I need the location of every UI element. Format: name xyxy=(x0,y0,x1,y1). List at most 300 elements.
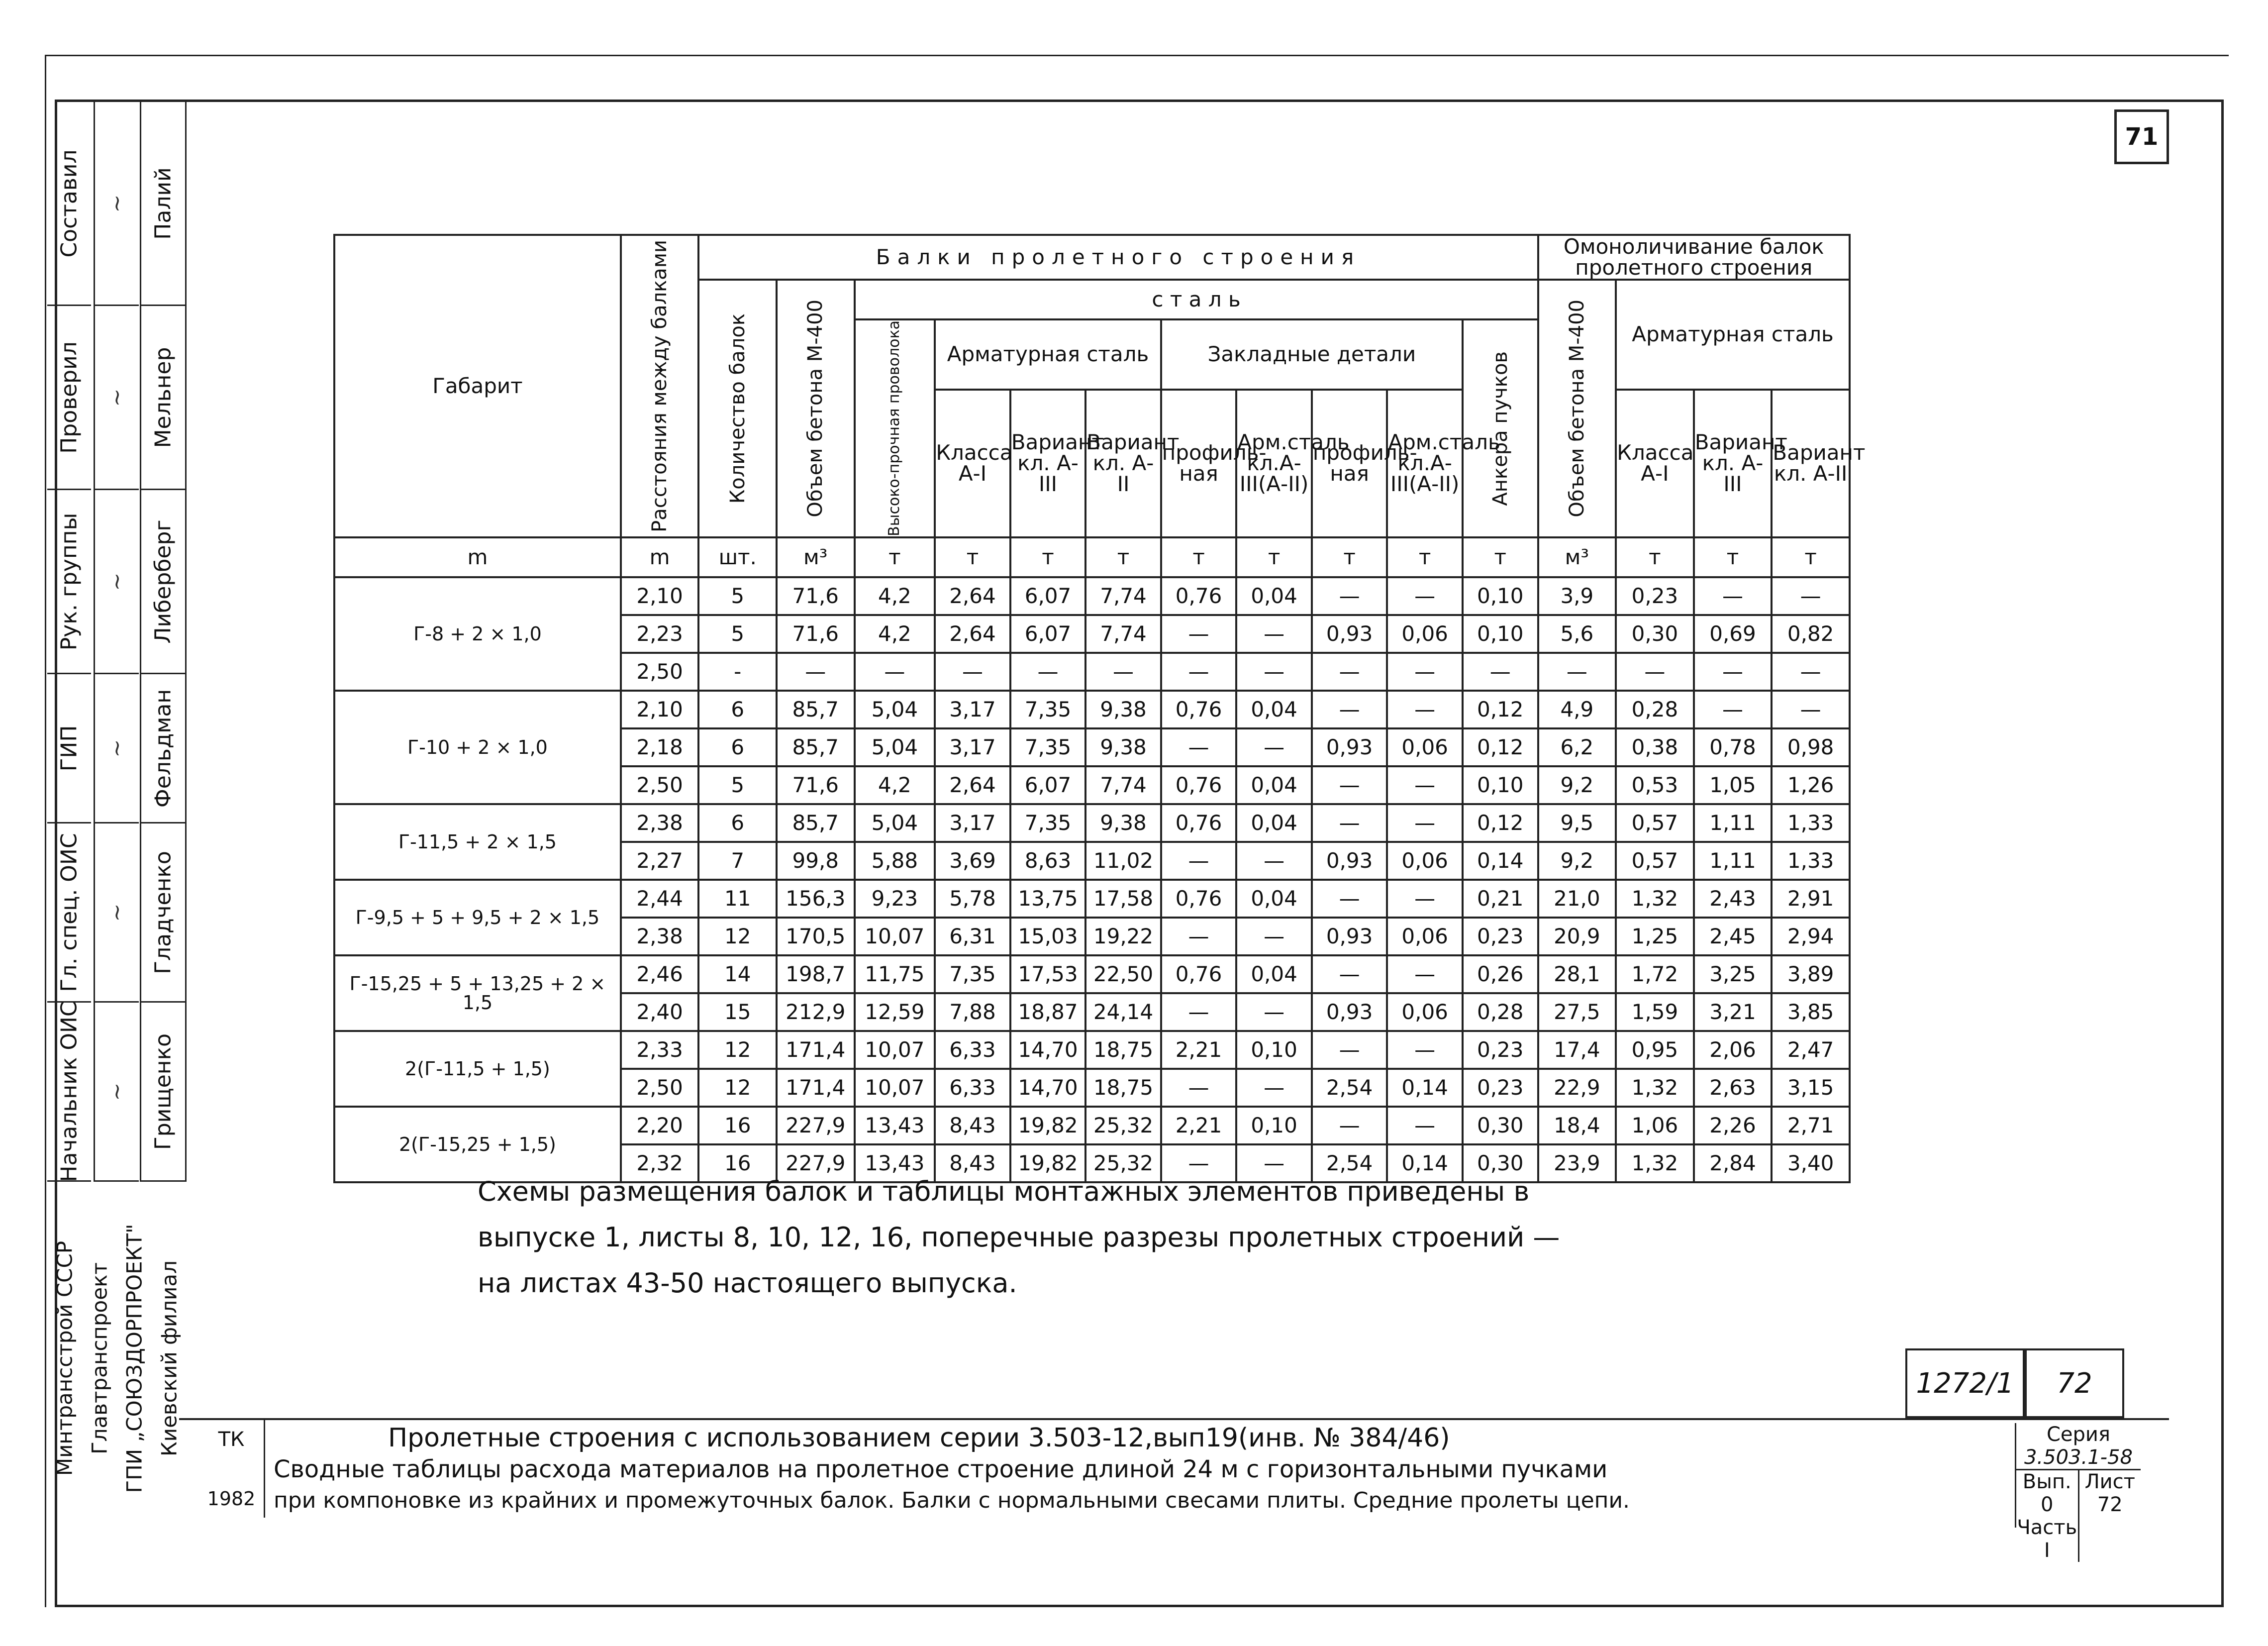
table-cell: 6,33 xyxy=(935,1031,1010,1069)
stamp-title: Составил xyxy=(56,149,82,258)
stamp-name: Фельдман xyxy=(150,689,176,808)
table-cell: 0,14 xyxy=(1463,842,1538,880)
table-cell: 16 xyxy=(698,1144,777,1182)
table-cell: 16 xyxy=(698,1107,777,1144)
table-cell: 0,38 xyxy=(1616,728,1694,766)
table-cell: 11,75 xyxy=(855,955,935,993)
table-cell: 9,5 xyxy=(1538,804,1616,842)
table-cell: 1,06 xyxy=(1616,1107,1694,1144)
organization-block xyxy=(47,1184,187,1533)
table-cell: 2,18 xyxy=(621,728,699,766)
table-cell: 0,30 xyxy=(1616,615,1694,653)
table-cell: 0,76 xyxy=(1161,880,1237,918)
table-cell: 0,98 xyxy=(1772,728,1850,766)
table-cell: 2,54 xyxy=(1312,1069,1387,1107)
header-var-a2: Вариант кл. А-II xyxy=(1085,390,1161,537)
table-cell: 18,87 xyxy=(1010,993,1086,1031)
table-cell: — xyxy=(1161,918,1237,955)
table-cell: 7,35 xyxy=(1010,691,1086,728)
table-cell: 9,38 xyxy=(1085,691,1161,728)
table-cell: 7,74 xyxy=(1085,577,1161,615)
table-cell: 3,40 xyxy=(1772,1144,1850,1182)
table-cell: — xyxy=(1312,1107,1387,1144)
table-row xyxy=(334,1031,1850,1069)
table-cell: 6 xyxy=(698,691,777,728)
signature: ~ xyxy=(104,739,130,757)
table-cell: — xyxy=(1236,993,1312,1031)
table-cell: — xyxy=(1312,766,1387,804)
table-cell: 24,14 xyxy=(1085,993,1161,1031)
title-block xyxy=(179,1418,2219,1528)
title-line-2: Сводные таблицы расхода материалов на пролетное строение длиной 24 м с горизонтальными пучками xyxy=(274,1455,1608,1483)
table-cell: 71,6 xyxy=(777,577,855,615)
table-cell: 12 xyxy=(698,1031,777,1069)
table-cell: 8,43 xyxy=(935,1107,1010,1144)
table-cell: — xyxy=(1772,691,1850,728)
unit-cell: шт. xyxy=(698,537,777,577)
table-cell: 3,85 xyxy=(1772,993,1850,1031)
table-cell: 1,59 xyxy=(1616,993,1694,1031)
table-cell: 170,5 xyxy=(777,918,855,955)
table-cell: 3,17 xyxy=(935,691,1010,728)
document-code: 1272/1 xyxy=(1905,1348,2025,1418)
table-cell: 8,63 xyxy=(1010,842,1086,880)
table-cell: 2,27 xyxy=(621,842,699,880)
table-cell: 9,23 xyxy=(855,880,935,918)
header-emb-arm: Арм.сталь кл.А-III(А-II) xyxy=(1236,390,1312,537)
table-cell: 171,4 xyxy=(777,1069,855,1107)
table-cell: 0,23 xyxy=(1463,1031,1538,1069)
table-cell: 22,9 xyxy=(1538,1069,1616,1107)
unit-cell: т xyxy=(1694,537,1772,577)
table-cell: 25,32 xyxy=(1085,1107,1161,1144)
table-cell: — xyxy=(1312,880,1387,918)
signature: ~ xyxy=(104,1082,130,1101)
table-cell: — xyxy=(1161,842,1237,880)
table-cell: 85,7 xyxy=(777,728,855,766)
table-cell: 28,1 xyxy=(1538,955,1616,993)
stamp-name: Палий xyxy=(150,167,176,240)
table-cell: 8,43 xyxy=(935,1144,1010,1182)
table-cell: 0,04 xyxy=(1236,766,1312,804)
table-cell: — xyxy=(1010,653,1086,691)
table-cell: 0,76 xyxy=(1161,766,1237,804)
table-cell: 2,32 xyxy=(621,1144,699,1182)
table-cell: 10,07 xyxy=(855,1031,935,1069)
table-cell: 2,64 xyxy=(935,577,1010,615)
table-cell: 0,57 xyxy=(1616,804,1694,842)
table-cell: 5,04 xyxy=(855,804,935,842)
table-cell: 0,76 xyxy=(1161,577,1237,615)
table-cell: — xyxy=(1387,804,1463,842)
table-cell: 14 xyxy=(698,955,777,993)
stamp-title: Рук. группы xyxy=(56,513,82,650)
table-cell: 4,9 xyxy=(1538,691,1616,728)
table-cell: 99,8 xyxy=(777,842,855,880)
table-cell: 0,06 xyxy=(1387,918,1463,955)
header-class-a1: Класса А-I xyxy=(935,390,1010,537)
table-cell: 212,9 xyxy=(777,993,855,1031)
table-cell: — xyxy=(1694,653,1772,691)
table-cell: 1,05 xyxy=(1694,766,1772,804)
series-block xyxy=(2015,1423,2141,1562)
table-cell: 5,78 xyxy=(935,880,1010,918)
table-cell: 6,07 xyxy=(1010,577,1086,615)
table-cell: 0,93 xyxy=(1312,918,1387,955)
table-cell: 71,6 xyxy=(777,615,855,653)
header-steel: с т а л ь xyxy=(855,280,1538,319)
unit-cell: т xyxy=(855,537,935,577)
table-cell: 19,82 xyxy=(1010,1144,1086,1182)
table-cell: 0,10 xyxy=(1236,1031,1312,1069)
table-cell: — xyxy=(1387,653,1463,691)
unit-cell: т xyxy=(1161,537,1237,577)
table-cell: 2,40 xyxy=(621,993,699,1031)
table-cell: 3,17 xyxy=(935,804,1010,842)
table-cell: 0,06 xyxy=(1387,842,1463,880)
table-cell: 17,4 xyxy=(1538,1031,1616,1069)
signature: ~ xyxy=(104,194,130,212)
table-cell: — xyxy=(1387,766,1463,804)
table-cell: 1,33 xyxy=(1772,842,1850,880)
table-cell: 0,23 xyxy=(1616,577,1694,615)
unit-cell: m xyxy=(334,537,621,577)
table-cell: 0,93 xyxy=(1312,842,1387,880)
gabarit-cell: Г-8 + 2 × 1,0 xyxy=(334,577,621,691)
table-cell: 0,76 xyxy=(1161,691,1237,728)
table-cell: 25,32 xyxy=(1085,1144,1161,1182)
stamp-signatures-column xyxy=(94,102,139,1182)
table-cell: 3,21 xyxy=(1694,993,1772,1031)
table-cell: 13,43 xyxy=(855,1144,935,1182)
table-cell: 21,0 xyxy=(1538,880,1616,918)
header-mono-var-a2: Вариант кл. А-II xyxy=(1772,390,1850,537)
note-line: на листах 43-50 настоящего выпуска. xyxy=(478,1267,1017,1299)
table-cell: 10,07 xyxy=(855,918,935,955)
table-cell: 0,04 xyxy=(1236,880,1312,918)
table-cell: — xyxy=(1387,691,1463,728)
table-cell: 5,04 xyxy=(855,728,935,766)
table-cell: 15,03 xyxy=(1010,918,1086,955)
materials-table xyxy=(333,234,1866,1183)
note-line: Схемы размещения балок и таблицы монтажных элементов приведены в xyxy=(478,1176,1530,1207)
table-cell: 2,44 xyxy=(621,880,699,918)
table-cell: 0,06 xyxy=(1387,615,1463,653)
unit-cell: т xyxy=(1387,537,1463,577)
table-cell: — xyxy=(1312,653,1387,691)
table-cell: — xyxy=(1161,653,1237,691)
table-cell: 2,91 xyxy=(1772,880,1850,918)
table-cell: - xyxy=(698,653,777,691)
header-anchors: Анкера пучков xyxy=(1463,319,1538,537)
table-cell: 12 xyxy=(698,1069,777,1107)
table-cell: 13,43 xyxy=(855,1107,935,1144)
table-cell: 0,76 xyxy=(1161,955,1237,993)
table-cell: 3,15 xyxy=(1772,1069,1850,1107)
table-cell: 5 xyxy=(698,577,777,615)
table-cell: — xyxy=(1312,577,1387,615)
table-cell: 1,32 xyxy=(1616,1069,1694,1107)
table-row xyxy=(334,691,1850,728)
table-cell: 2,54 xyxy=(1312,1144,1387,1182)
table-cell: 2,38 xyxy=(621,804,699,842)
table-cell: 2,94 xyxy=(1772,918,1850,955)
table-cell: 171,4 xyxy=(777,1031,855,1069)
table-cell: 1,33 xyxy=(1772,804,1850,842)
table-cell: 9,2 xyxy=(1538,766,1616,804)
table-cell: 0,82 xyxy=(1772,615,1850,653)
table-cell: 7,74 xyxy=(1085,766,1161,804)
stamp-names-column xyxy=(140,102,187,1182)
table-cell: 7,35 xyxy=(1010,728,1086,766)
table-cell: — xyxy=(1463,653,1538,691)
table-cell: 7,35 xyxy=(1010,804,1086,842)
table-cell: 2,50 xyxy=(621,1069,699,1107)
table-cell: — xyxy=(1387,955,1463,993)
table-cell: — xyxy=(1694,691,1772,728)
header-gabarit: Габарит xyxy=(334,235,621,537)
header-embedded: Закладные детали xyxy=(1161,319,1463,390)
table-cell: 0,04 xyxy=(1236,577,1312,615)
table-cell: 6 xyxy=(698,804,777,842)
table-cell: 0,53 xyxy=(1616,766,1694,804)
table-cell: 2,64 xyxy=(935,766,1010,804)
table-cell: 5,88 xyxy=(855,842,935,880)
table-row xyxy=(334,804,1850,842)
table-cell: 2,10 xyxy=(621,577,699,615)
table-cell: 2,10 xyxy=(621,691,699,728)
table-cell: 14,70 xyxy=(1010,1031,1086,1069)
table-cell: 6,2 xyxy=(1538,728,1616,766)
table-cell: 17,58 xyxy=(1085,880,1161,918)
table-cell: 0,04 xyxy=(1236,955,1312,993)
table-cell: 1,25 xyxy=(1616,918,1694,955)
table-cell: — xyxy=(855,653,935,691)
gabarit-cell: Г-15,25 + 5 + 13,25 + 2 × 1,5 xyxy=(334,955,621,1031)
header-emb-profile: профиль-ная xyxy=(1161,390,1237,537)
table-cell: 3,9 xyxy=(1538,577,1616,615)
table-cell: — xyxy=(1312,1031,1387,1069)
table-cell: 18,75 xyxy=(1085,1069,1161,1107)
table-cell: 19,82 xyxy=(1010,1107,1086,1144)
signature: ~ xyxy=(104,572,130,591)
stamp-title: Проверил xyxy=(56,341,82,454)
table-cell: 0,30 xyxy=(1463,1107,1538,1144)
table-cell: — xyxy=(1161,993,1237,1031)
gabarit-cell: Г-11,5 + 2 × 1,5 xyxy=(334,804,621,880)
table-cell: 11 xyxy=(698,880,777,918)
table-cell: 1,32 xyxy=(1616,880,1694,918)
title-line-1: Пролетные строения с использованием серии 3.503-12,вып19(инв. № 384/46) xyxy=(388,1423,1450,1453)
frame-left-line xyxy=(45,55,46,1607)
table-cell: 2,21 xyxy=(1161,1031,1237,1069)
table-cell: 0,57 xyxy=(1616,842,1694,880)
table-cell: 2,45 xyxy=(1694,918,1772,955)
table-row xyxy=(334,955,1850,993)
table-cell: 2,26 xyxy=(1694,1107,1772,1144)
table-cell: 0,93 xyxy=(1312,993,1387,1031)
table-cell: 5 xyxy=(698,766,777,804)
table-cell: 6,07 xyxy=(1010,766,1086,804)
header-wire: Высоко-прочная проволока xyxy=(855,319,935,537)
table-cell: — xyxy=(1236,1069,1312,1107)
table-cell: 0,78 xyxy=(1694,728,1772,766)
table-cell: 0,10 xyxy=(1463,766,1538,804)
table-cell: 5,04 xyxy=(855,691,935,728)
table-cell: 0,10 xyxy=(1236,1107,1312,1144)
table-cell: 85,7 xyxy=(777,804,855,842)
table-cell: 1,11 xyxy=(1694,842,1772,880)
table-cell: 0,76 xyxy=(1161,804,1237,842)
org-line: Минтрансстрой СССР xyxy=(52,1240,77,1476)
page-number: 71 xyxy=(2114,109,2169,164)
org-line: ГПИ „СОЮЗДОРПРОЕКТ" xyxy=(122,1224,147,1493)
stamp-title: Гл. спец. ОИС xyxy=(56,832,82,992)
table-cell: 0,28 xyxy=(1463,993,1538,1031)
unit-cell: т xyxy=(1236,537,1312,577)
table-cell: 18,75 xyxy=(1085,1031,1161,1069)
table-cell: — xyxy=(1312,804,1387,842)
unit-cell: т xyxy=(935,537,1010,577)
header-distance: Расстояния между балками xyxy=(621,235,699,537)
table-cell: 27,5 xyxy=(1538,993,1616,1031)
unit-cell: т xyxy=(1085,537,1161,577)
table-cell: 0,04 xyxy=(1236,804,1312,842)
header-count: Количество балок xyxy=(698,280,777,537)
table-cell: — xyxy=(1161,728,1237,766)
table-cell: 0,14 xyxy=(1387,1069,1463,1107)
stamp-name: Грищенко xyxy=(150,1033,176,1150)
table-cell: 0,06 xyxy=(1387,993,1463,1031)
table-cell: 4,2 xyxy=(855,615,935,653)
header-rebar: Арматурная сталь xyxy=(935,319,1161,390)
table-cell: 2,50 xyxy=(621,653,699,691)
table-cell: 2,71 xyxy=(1772,1107,1850,1144)
table-cell: 156,3 xyxy=(777,880,855,918)
table-cell: — xyxy=(1387,1107,1463,1144)
table-body xyxy=(334,577,1850,1182)
table-cell: — xyxy=(1538,653,1616,691)
table-cell: — xyxy=(777,653,855,691)
table-cell: 2,20 xyxy=(621,1107,699,1144)
table-cell: 3,89 xyxy=(1772,955,1850,993)
table-cell: 85,7 xyxy=(777,691,855,728)
table-cell: — xyxy=(1161,1144,1237,1182)
table-cell: — xyxy=(1236,842,1312,880)
table-cell: 1,26 xyxy=(1772,766,1850,804)
table-cell: 0,12 xyxy=(1463,691,1538,728)
table-cell: 2,33 xyxy=(621,1031,699,1069)
table-cell: — xyxy=(1772,653,1850,691)
table-cell: — xyxy=(1312,955,1387,993)
table-cell: 9,38 xyxy=(1085,728,1161,766)
table-cell: 2,46 xyxy=(621,955,699,993)
header-var-a3: Вариант кл. А-III xyxy=(1010,390,1086,537)
table-cell: 0,21 xyxy=(1463,880,1538,918)
table-cell: 2,21 xyxy=(1161,1107,1237,1144)
signature: ~ xyxy=(104,388,130,407)
table-row xyxy=(334,880,1850,918)
unit-cell: м³ xyxy=(1538,537,1616,577)
table-cell: — xyxy=(1161,1069,1237,1107)
signature: ~ xyxy=(104,903,130,922)
table-cell: — xyxy=(1387,880,1463,918)
unit-cell: m xyxy=(621,537,699,577)
table-cell: 7,35 xyxy=(935,955,1010,993)
table-cell: 0,93 xyxy=(1312,728,1387,766)
title-line-3: при компоновке из крайних и промежуточных балок. Балки с нормальными свесами плиты. Средние пролеты цепи. xyxy=(274,1488,1630,1513)
table-cell: 20,9 xyxy=(1538,918,1616,955)
table-cell: 19,22 xyxy=(1085,918,1161,955)
table-cell: 2,50 xyxy=(621,766,699,804)
table-cell: — xyxy=(1312,691,1387,728)
table-cell: 2,63 xyxy=(1694,1069,1772,1107)
table-cell: 7,88 xyxy=(935,993,1010,1031)
table-cell: — xyxy=(1387,577,1463,615)
table-cell: — xyxy=(1387,1031,1463,1069)
table-cell: 22,50 xyxy=(1085,955,1161,993)
table-cell: 1,32 xyxy=(1616,1144,1694,1182)
unit-cell: м³ xyxy=(777,537,855,577)
table-cell: 7,74 xyxy=(1085,615,1161,653)
table-cell: 0,69 xyxy=(1694,615,1772,653)
table-cell: 0,28 xyxy=(1616,691,1694,728)
unit-cell: т xyxy=(1463,537,1538,577)
table-cell: 3,69 xyxy=(935,842,1010,880)
unit-cell: т xyxy=(1772,537,1850,577)
table-cell: 7 xyxy=(698,842,777,880)
table-cell: 0,10 xyxy=(1463,577,1538,615)
table-cell: 2,23 xyxy=(621,615,699,653)
table-cell: 227,9 xyxy=(777,1107,855,1144)
table-cell: 4,2 xyxy=(855,577,935,615)
table-cell: — xyxy=(1236,1144,1312,1182)
table-cell: 0,14 xyxy=(1387,1144,1463,1182)
table-row xyxy=(334,1107,1850,1144)
sheet-label: Лист xyxy=(2084,1470,2135,1493)
title-block-divider xyxy=(179,1418,2169,1420)
table-cell: 2,47 xyxy=(1772,1031,1850,1069)
table-cell: 0,30 xyxy=(1463,1144,1538,1182)
header-beams-group: Балки пролетного строения xyxy=(698,235,1538,280)
tk-label: ТК xyxy=(218,1428,245,1451)
table-cell: 18,4 xyxy=(1538,1107,1616,1144)
document-page: 72 xyxy=(2025,1348,2124,1418)
header-mono-var-a3: Вариант кл. А-III xyxy=(1694,390,1772,537)
table-cell: 6 xyxy=(698,728,777,766)
table-cell: 0,23 xyxy=(1463,918,1538,955)
header-emb-profile-2: профиль-ная xyxy=(1312,390,1387,537)
header-emb-arm-2: Арм.сталь кл.А-III(А-II) xyxy=(1387,390,1463,537)
issue-label: Вып. 0 xyxy=(2022,1470,2071,1516)
table-cell: — xyxy=(1161,615,1237,653)
stamp-name: Гладченко xyxy=(150,850,176,974)
stamp-title: ГИП xyxy=(56,725,82,771)
table-cell: 2,64 xyxy=(935,615,1010,653)
table-cell: — xyxy=(1694,577,1772,615)
table-cell: 17,53 xyxy=(1010,955,1086,993)
unit-cell: т xyxy=(1616,537,1694,577)
note-line: выпуске 1, листы 8, 10, 12, 16, поперечные разрезы пролетных строений — xyxy=(478,1222,1560,1253)
table-cell: 6,07 xyxy=(1010,615,1086,653)
table-cell: 13,75 xyxy=(1010,880,1086,918)
table-cell: 11,02 xyxy=(1085,842,1161,880)
stamp-titles-column xyxy=(47,102,91,1182)
table-cell: 0,06 xyxy=(1387,728,1463,766)
table-cell: 6,33 xyxy=(935,1069,1010,1107)
table-cell: — xyxy=(1616,653,1694,691)
year-label: 1982 xyxy=(207,1488,256,1510)
